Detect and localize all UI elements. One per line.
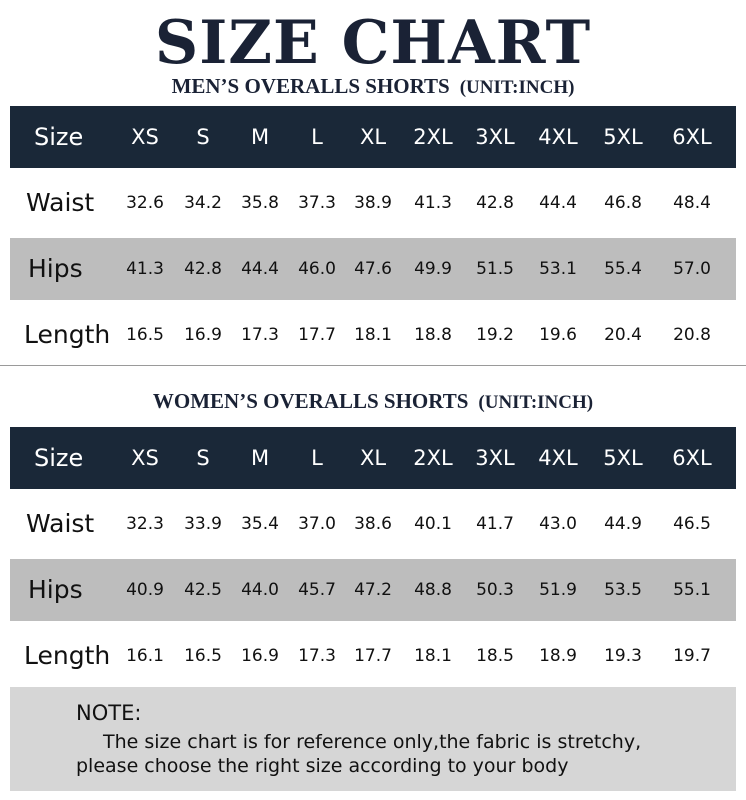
note-box (10, 687, 736, 791)
measurement-cell: 49.9 (414, 259, 452, 279)
size-header-3xl: 3XL (475, 446, 515, 470)
size-header-4xl: 4XL (538, 446, 578, 470)
measurement-cell: 53.5 (604, 580, 642, 600)
size-header-6xl: 6XL (672, 125, 712, 149)
measurement-cell: 42.8 (476, 193, 514, 213)
row-label: Length (24, 320, 111, 349)
measurement-cell: 17.7 (354, 646, 392, 666)
size-header-2xl: 2XL (413, 125, 453, 149)
measurement-cell: 18.1 (354, 325, 392, 345)
size-header-s: S (196, 446, 210, 470)
row-label: Waist (26, 188, 95, 217)
size-header-l: L (311, 446, 323, 470)
measurement-cell: 32.3 (126, 514, 164, 534)
measurement-cell: 37.0 (298, 514, 336, 534)
men-heading-text: MEN’S OVERALLS SHORTS (171, 74, 450, 98)
measurement-cell: 42.5 (184, 580, 222, 600)
measurement-cell: 45.7 (298, 580, 336, 600)
measurement-cell: 20.4 (604, 325, 642, 345)
measurement-cell: 34.2 (184, 193, 222, 213)
size-header-5xl: 5XL (603, 125, 643, 149)
measurement-cell: 17.3 (241, 325, 279, 345)
note-line-2: please choose the right size according to your body (76, 755, 569, 777)
measurement-cell: 18.9 (539, 646, 577, 666)
measurement-cell: 46.5 (673, 514, 711, 534)
measurement-cell: 32.6 (126, 193, 164, 213)
measurement-cell: 44.0 (241, 580, 279, 600)
measurement-cell: 18.1 (414, 646, 452, 666)
women-size-table (10, 427, 736, 687)
measurement-cell: 51.9 (539, 580, 577, 600)
measurement-cell: 48.4 (673, 193, 711, 213)
size-header-2xl: 2XL (413, 446, 453, 470)
men-row-length (10, 304, 736, 366)
measurement-cell: 38.9 (354, 193, 392, 213)
measurement-cell: 18.5 (476, 646, 514, 666)
size-header-l: L (311, 125, 323, 149)
measurement-cell: 55.1 (673, 580, 711, 600)
row-label: Hips (28, 254, 83, 283)
size-header-xl: XL (359, 125, 387, 149)
measurement-cell: 42.8 (184, 259, 222, 279)
women-unit-text: (UNIT:INCH) (478, 392, 594, 413)
measurement-cell: 43.0 (539, 514, 577, 534)
size-header-xl: XL (359, 446, 387, 470)
measurement-cell: 41.3 (414, 193, 452, 213)
row-label: Waist (26, 509, 95, 538)
measurement-cell: 16.9 (241, 646, 279, 666)
note-title: NOTE: (76, 701, 142, 725)
measurement-cell: 17.7 (298, 325, 336, 345)
measurement-cell: 51.5 (476, 259, 514, 279)
men-header-row (10, 106, 736, 168)
measurement-cell: 55.4 (604, 259, 642, 279)
measurement-cell: 19.3 (604, 646, 642, 666)
measurement-cell: 40.9 (126, 580, 164, 600)
men-unit-text: (UNIT:INCH) (459, 77, 575, 98)
size-header-6xl: 6XL (672, 446, 712, 470)
measurement-cell: 35.8 (241, 193, 279, 213)
women-row-length (10, 625, 736, 687)
size-header-3xl: 3XL (475, 125, 515, 149)
measurement-cell: 16.5 (126, 325, 164, 345)
measurement-cell: 47.6 (354, 259, 392, 279)
measurement-cell: 47.2 (354, 580, 392, 600)
measurement-cell: 19.7 (673, 646, 711, 666)
measurement-cell: 38.6 (354, 514, 392, 534)
page-title: SIZE CHART (154, 8, 592, 78)
note-line-1: The size chart is for reference only,the fabric is stretchy, (103, 731, 642, 753)
measurement-cell: 19.6 (539, 325, 577, 345)
men-size-table (10, 106, 736, 366)
men-row-waist (10, 172, 736, 234)
size-header-xs: XS (131, 446, 159, 470)
measurement-cell: 37.3 (298, 193, 336, 213)
measurement-cell: 46.0 (298, 259, 336, 279)
men-section-heading (0, 73, 746, 99)
size-header-m: M (250, 446, 270, 470)
measurement-cell: 53.1 (539, 259, 577, 279)
measurement-cell: 20.8 (673, 325, 711, 345)
measurement-cell: 18.8 (414, 325, 452, 345)
measurement-cell: 16.1 (126, 646, 164, 666)
measurement-cell: 46.8 (604, 193, 642, 213)
measurement-cell: 35.4 (241, 514, 279, 534)
header-size-label: Size (34, 123, 84, 151)
measurement-cell: 17.3 (298, 646, 336, 666)
measurement-cell: 41.3 (126, 259, 164, 279)
size-header-5xl: 5XL (603, 446, 643, 470)
section-divider (0, 365, 746, 366)
row-label: Hips (28, 575, 83, 604)
measurement-cell: 44.4 (539, 193, 577, 213)
men-row-hips (10, 238, 736, 300)
measurement-cell: 16.9 (184, 325, 222, 345)
women-row-waist (10, 493, 736, 555)
measurement-cell: 57.0 (673, 259, 711, 279)
women-header-row (10, 427, 736, 489)
measurement-cell: 48.8 (414, 580, 452, 600)
women-section-heading (0, 388, 746, 414)
women-row-hips (10, 559, 736, 621)
size-header-4xl: 4XL (538, 125, 578, 149)
size-header-xs: XS (131, 125, 159, 149)
measurement-cell: 40.1 (414, 514, 452, 534)
size-header-m: M (250, 125, 270, 149)
size-header-s: S (196, 125, 210, 149)
measurement-cell: 44.4 (241, 259, 279, 279)
measurement-cell: 33.9 (184, 514, 222, 534)
measurement-cell: 41.7 (476, 514, 514, 534)
measurement-cell: 16.5 (184, 646, 222, 666)
measurement-cell: 44.9 (604, 514, 642, 534)
row-label: Length (24, 641, 111, 670)
measurement-cell: 19.2 (476, 325, 514, 345)
header-size-label: Size (34, 444, 84, 472)
measurement-cell: 50.3 (476, 580, 514, 600)
women-heading-text: WOMEN’S OVERALLS SHORTS (152, 389, 469, 413)
